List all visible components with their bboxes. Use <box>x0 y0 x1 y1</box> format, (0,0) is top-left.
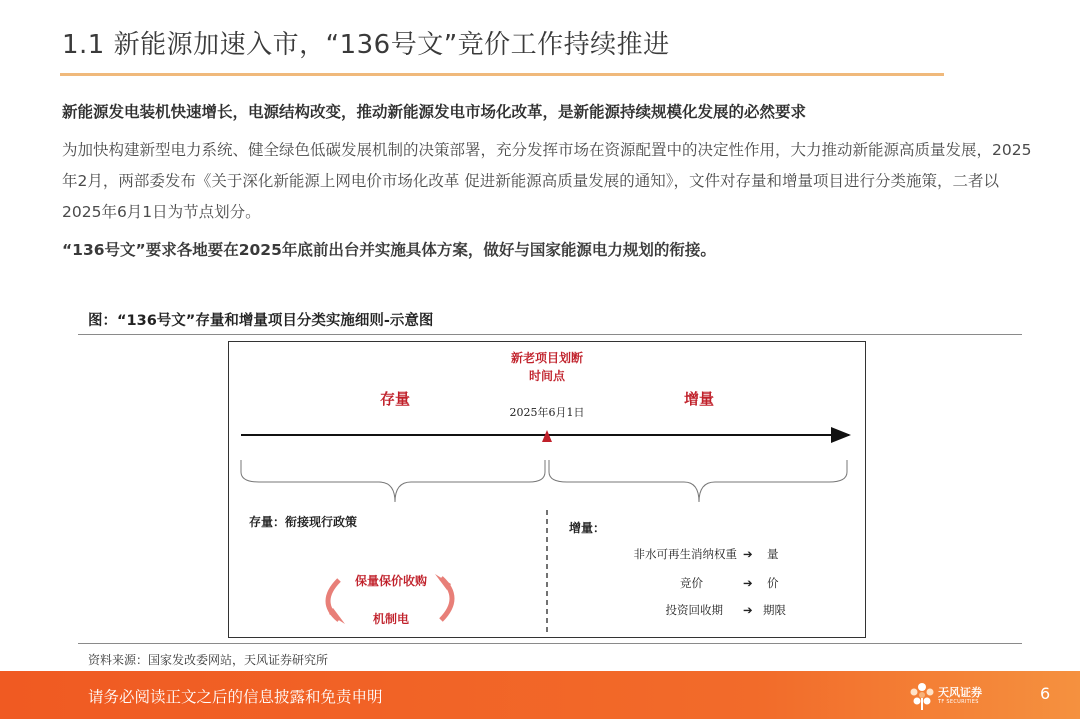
mapping-from-1: 非水可再生消纳权重 <box>633 547 737 561</box>
page-title: 1.1 新能源加速入市，“136号文”竞价工作持续推进 <box>62 30 670 60</box>
mapping-arrow-1: ➔ <box>743 547 753 561</box>
stock-detail: 存量：衔接现行政策 <box>249 515 358 529</box>
title-divider <box>60 73 944 76</box>
mapping-arrow-2: ➔ <box>743 576 753 590</box>
divider-label-line1: 新老项目划断 <box>510 351 584 365</box>
mapping-arrow-3: ➔ <box>743 603 753 617</box>
increment-detail-title: 增量： <box>569 521 606 535</box>
mapping-to-1: 量 <box>767 547 779 561</box>
increment-heading: 增量 <box>683 390 715 408</box>
increment-brace <box>549 460 847 502</box>
cycle-label-top: 保量保价收购 <box>354 574 428 588</box>
figure-top-rule <box>78 334 1022 335</box>
divider-label-line2: 时间点 <box>528 369 566 383</box>
body-paragraph-2: “136号文”要求各地要在2025年底前出台并实施具体方案，做好与国家能源电力规划的衔接。 <box>62 241 716 259</box>
cutoff-date: 2025年6月1日 <box>509 406 585 419</box>
stock-brace <box>241 460 545 502</box>
figure-caption: 图：“136号文”存量和增量项目分类实施细则-示意图 <box>88 313 434 329</box>
diagram-canvas <box>229 342 865 637</box>
company-logo <box>908 679 998 713</box>
body-paragraph-1: 为加快构建新型电力系统、健全绿色低碳发展机制的决策部署，充分发挥市场在资源配置中的决定性作用，大力推动新能源高质量发展，2025年2月，两部委发布《关于深化新能源上网电价市场化改革 促进新能源高质量发展的通知》，文件对存量和增量项目进行分类施策，二者以2025年6月1日为节点划分。 <box>62 141 1032 221</box>
mapping-to-2: 价 <box>767 576 779 590</box>
footer-bar <box>0 671 1080 719</box>
disclaimer-text: 请务必阅读正文之后的信息披露和免责申明 <box>88 688 383 706</box>
logo-subtitle: TF SECURITIES <box>938 699 979 705</box>
figure-diagram <box>228 341 866 638</box>
figure-bottom-rule <box>78 643 1022 644</box>
logo-name: 天风证券 <box>938 686 982 699</box>
mapping-from-3: 投资回收期 <box>665 603 723 617</box>
stock-heading: 存量 <box>379 390 411 408</box>
page-number: 6 <box>1040 684 1051 703</box>
lead-paragraph: 新能源发电装机快速增长，电源结构改变，推动新能源发电市场化改革，是新能源持续规模化发展的必然要求 <box>62 103 807 121</box>
mapping-from-2: 竞价 <box>680 576 703 590</box>
mapping-to-3: 期限 <box>763 603 786 617</box>
cycle-label-bottom: 机制电 <box>372 612 410 626</box>
cycle-arrowhead-right <box>435 574 451 590</box>
flower-icon <box>908 681 936 711</box>
source-note: 资料来源：国家发改委网站，天风证券研究所 <box>88 653 329 667</box>
